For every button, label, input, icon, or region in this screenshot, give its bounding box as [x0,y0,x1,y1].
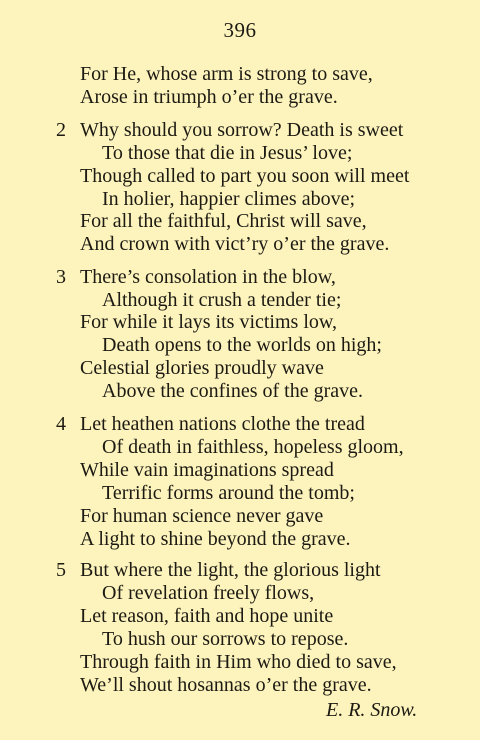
stanza-2-line-1: Why should you sorrow? Death is sweet [80,119,404,141]
stanza-3-line-5: Celestial glories proudly wave [80,357,324,379]
author-attribution: E. R. Snow. [326,699,418,721]
stanza-3-line-2: Although it crush a tender tie; [102,289,342,311]
stanza-3-line-4: Death opens to the worlds on high; [102,334,382,356]
stanza-5-line-3: Let reason, faith and hope unite [80,605,334,627]
stanza-5-line-1: But where the light, the glorious light [80,559,381,581]
stanza-4-line-3: While vain imaginations spread [80,459,334,481]
stanza-3-line-6: Above the confines of the grave. [102,380,364,402]
stanza-5-line-4: To hush our sorrows to repose. [102,628,349,650]
stanza-4-line-5: For human science never gave [80,505,324,527]
stanza-3-line-1: There’s consolation in the blow, [80,266,336,288]
stanza-2-line-3: Though called to part you soon will meet [80,165,410,187]
stanza-4-line-4: Terrific forms around the tomb; [102,482,355,504]
stanza-1-line-1: For He, whose arm is strong to save, [80,63,373,85]
stanza-4-line-2: Of death in faithless, hopeless gloom, [102,436,404,458]
stanza-2-line-4: In holier, happier climes above; [102,188,355,210]
stanza-5-line-5: Through faith in Him who died to save, [80,651,397,673]
stanza-1-line-2: Arose in triumph o’er the grave. [80,86,338,108]
stanza-4-number: 4 [56,413,66,435]
stanza-5-number: 5 [56,559,66,581]
stanza-3-line-3: For while it lays its victims low, [80,311,338,333]
stanza-5-line-2: Of revelation freely flows, [102,582,315,604]
stanza-4-line-1: Let heathen nations clothe the tread [80,413,365,435]
stanza-2-number: 2 [56,119,66,141]
stanza-5-line-6: We’ll shout hosannas o’er the grave. [80,674,372,696]
stanza-2-line-5: For all the faithful, Christ will save, [80,210,367,232]
page-number: 396 [223,18,257,42]
stanza-2-line-2: To those that die in Jesus’ love; [102,142,353,164]
stanza-2-line-6: And crown with vict’ry o’er the grave. [80,233,390,255]
stanza-3-number: 3 [56,266,66,288]
stanza-4-line-6: A light to shine beyond the grave. [80,528,351,550]
